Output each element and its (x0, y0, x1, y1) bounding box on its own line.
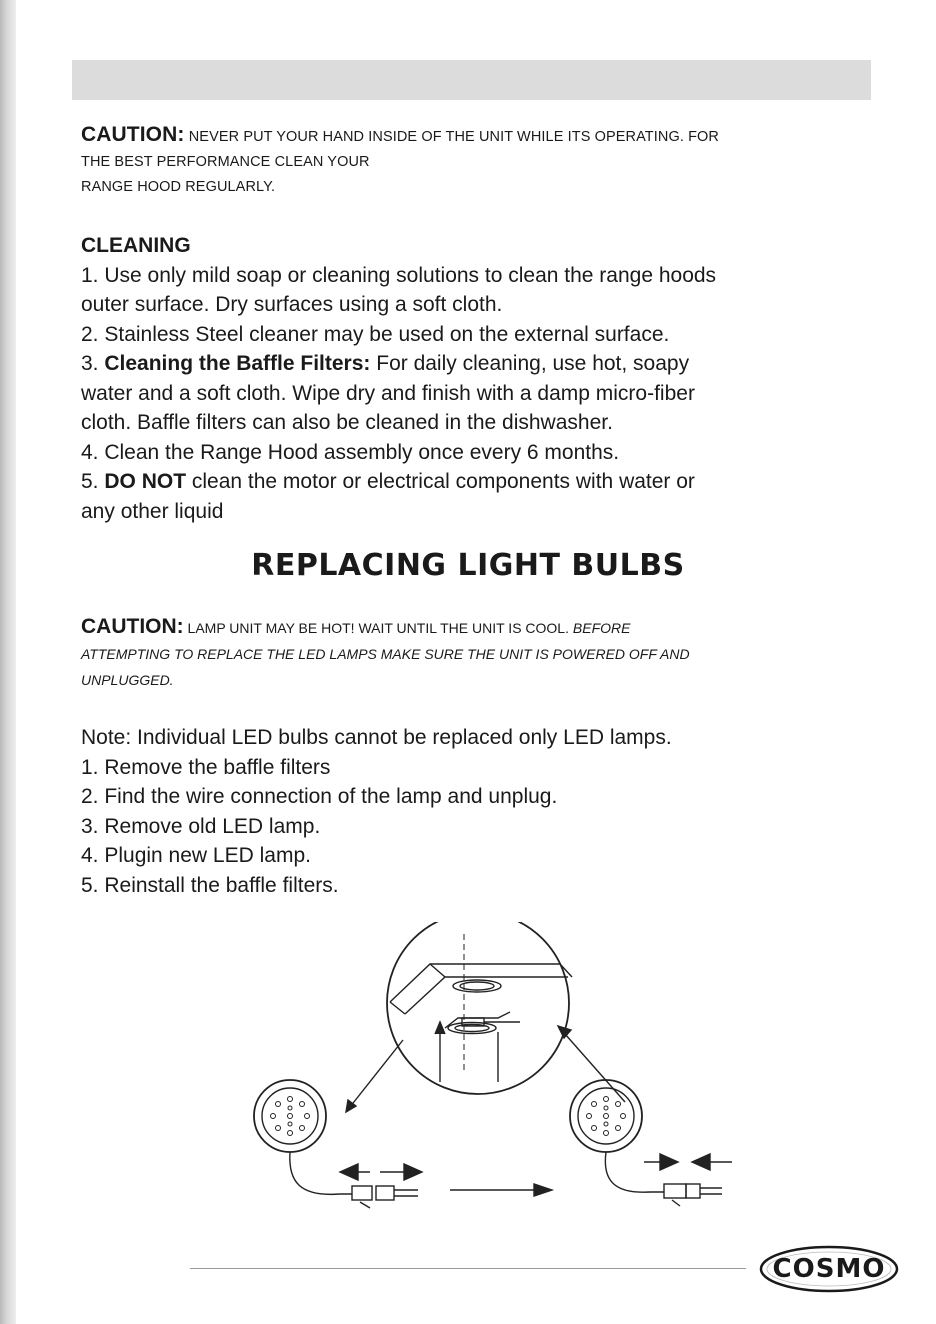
lamp-caution-line-2: ATTEMPTING TO REPLACE THE LED LAMPS MAKE SURE THE UNIT IS POWERED OFF AND (81, 646, 690, 662)
led-step-4: 4. Plugin new LED lamp. (81, 844, 311, 867)
caution-text-line3: RANGE HOOD REGULARLY. (81, 179, 276, 195)
footer-rule (190, 1268, 746, 1269)
replacing-bulbs-title: REPLACING LIGHT BULBS (251, 548, 685, 583)
caution-label: CAUTION: (81, 123, 185, 146)
led-step-2: 2. Find the wire connection of the lamp and unplug. (81, 785, 558, 808)
led-step-1: 1. Remove the baffle filters (81, 755, 331, 779)
led-replacement-diagram (240, 922, 740, 1232)
cleaning-item-5-rest: clean the motor or electrical components with water or (186, 470, 695, 493)
cleaning-item-1-line-2: outer surface. Dry surfaces using a soft cloth. (81, 293, 503, 316)
cleaning-item-5-line-2: any other liquid (81, 499, 224, 523)
caution-text-line2: THE BEST PERFORMANCE CLEAN YOUR (81, 154, 370, 170)
lamp-caution-text-2: BEFORE (569, 620, 631, 636)
page-edge-shadow (0, 0, 16, 1324)
cosmo-logo-text: COSMO (772, 1254, 886, 1284)
caution-notice (81, 122, 881, 200)
cleaning-item-4: 4. Clean the Range Hood assembly once every 6 months. (81, 440, 620, 464)
led-note: Note: Individual LED bulbs cannot be replaced only LED lamps. (81, 726, 672, 749)
lamp-caution-text-1: LAMP UNIT MAY BE HOT! WAIT UNTIL THE UNIT IS COOL. (187, 620, 569, 636)
lamp-caution-line-3: UNPLUGGED. (81, 672, 174, 688)
cleaning-item-1-line-1: 1. Use only mild soap or cleaning solutions to clean the range hoods (81, 263, 717, 287)
cleaning-item-3-number: 3. (81, 352, 105, 375)
header-bar (72, 60, 871, 100)
cleaning-item-3-line-3: cloth. Baffle filters can also be cleaned in the dishwasher. (81, 411, 613, 434)
cleaning-item-3-line-1 (81, 349, 881, 379)
cosmo-logo (758, 1244, 900, 1294)
old-led-lamp-illustration (254, 1080, 422, 1208)
do-not-label: DO NOT (104, 470, 187, 493)
cleaning-heading: CLEANING (81, 234, 191, 257)
cleaning-section (81, 231, 881, 526)
new-led-lamp-illustration (570, 1080, 732, 1206)
led-step-5: 5. Reinstall the baffle filters. (81, 873, 339, 897)
lamp-caution-label: CAUTION: (81, 615, 184, 638)
cleaning-item-2: 2. Stainless Steel cleaner may be used on the external surface. (81, 322, 670, 346)
cleaning-item-3-line-2: water and a soft cloth. Wipe dry and finish with a damp micro-fiber (81, 381, 695, 405)
cleaning-item-5-line-1 (81, 467, 881, 497)
baffle-filters-label: Cleaning the Baffle Filters: (104, 352, 371, 375)
cleaning-item-3-rest: For daily cleaning, use hot, soapy (370, 352, 690, 375)
cleaning-item-5-number: 5. (81, 470, 105, 493)
lamp-caution-notice (81, 614, 881, 693)
caution-text-line1: NEVER PUT YOUR HAND INSIDE OF THE UNIT WHILE ITS OPERATING. FOR (188, 129, 719, 145)
led-step-3: 3. Remove old LED lamp. (81, 814, 321, 838)
led-steps-section (81, 723, 901, 900)
hood-closeup-illustration (387, 922, 572, 1094)
